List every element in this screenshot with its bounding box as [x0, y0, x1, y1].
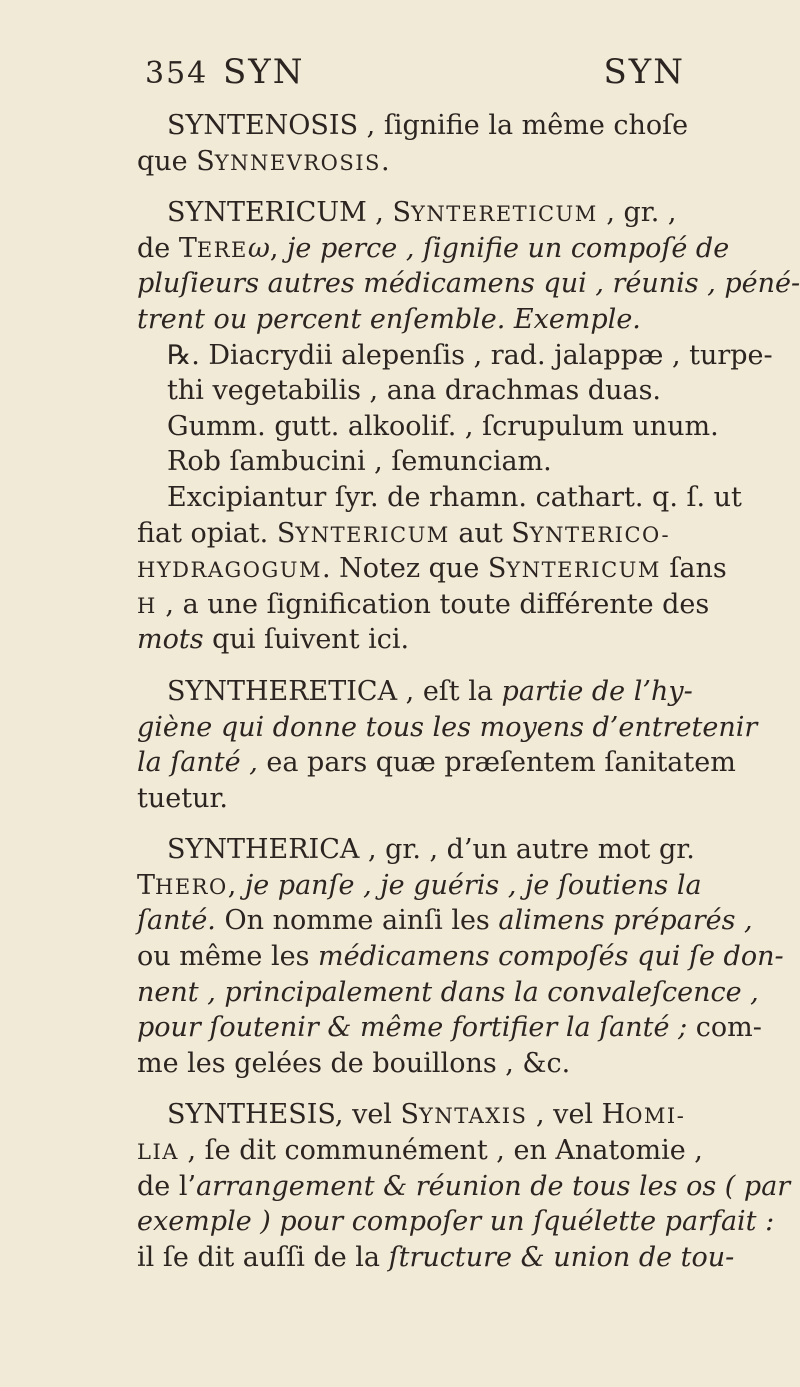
italic-text: trent ou percent enſemble. Exemple. — [137, 303, 641, 335]
small-caps-text: OMI- — [625, 1104, 686, 1129]
text-run: SYNTHESIS, vel S — [167, 1099, 420, 1131]
text-line — [137, 1097, 692, 1133]
text-line — [137, 266, 800, 302]
text-line — [137, 409, 719, 445]
small-caps-text: YNTERETICUM — [410, 202, 598, 227]
text-run: . — [380, 145, 390, 177]
text-run: com- — [687, 1012, 762, 1044]
text-line — [137, 480, 742, 516]
italic-text: ſtructure & union de tou- — [388, 1241, 735, 1273]
italic-text: ω — [247, 232, 270, 264]
text-line — [137, 373, 692, 409]
text-run: , — [269, 232, 288, 264]
small-caps-text: YNTERICUM — [295, 522, 450, 547]
text-run: fiat opiat. S — [137, 517, 296, 549]
small-caps-text: YNTERICO- — [529, 522, 671, 547]
italic-text: médicamens compoſés qui ſe don- — [318, 941, 784, 973]
italic-text: alimens préparés , — [498, 905, 753, 937]
text-line — [137, 674, 692, 710]
small-caps-text: ERE — [196, 237, 248, 262]
text-run: Excipiantur ſyr. de rhamn. cathart. q. ſ. ut — [167, 481, 742, 513]
text-line — [137, 868, 702, 904]
text-run: SYNTHERICA , gr. , d’un autre mot gr. — [167, 834, 695, 866]
text-run: , ſe dit communément , en Anatomie , — [178, 1135, 703, 1167]
text-run: T — [137, 869, 156, 901]
small-caps-text: HYDRAGOGUM — [137, 558, 322, 583]
text-run: , vel H — [527, 1099, 626, 1131]
dictionary-text — [137, 108, 800, 1275]
text-run: que S — [137, 145, 215, 177]
text-line — [137, 1169, 791, 1205]
text-run: SYNTHERETICA , eſt la — [167, 675, 502, 707]
small-caps-text: YNTAXIS — [419, 1104, 528, 1129]
text-run: SYNTERICUM , S — [167, 197, 411, 229]
text-run: SYNTENOSIS , ſignifie la même choſe — [167, 110, 689, 141]
italic-text: partie de l’hy- — [501, 675, 693, 707]
text-run: aut S — [449, 517, 530, 549]
small-caps-text: HERO — [155, 874, 228, 899]
italic-text: je panſe , je guéris , je ſoutiens la — [244, 869, 702, 901]
text-line — [137, 832, 695, 868]
text-line — [137, 338, 773, 374]
small-caps-text: H — [137, 593, 157, 618]
italic-text: nent , principalement dans la convaleſcence , — [137, 976, 759, 1008]
entry-gap — [137, 816, 692, 832]
text-run: ſans — [660, 553, 727, 585]
text-line — [137, 108, 692, 144]
text-line — [137, 587, 710, 623]
text-line — [137, 1240, 735, 1276]
text-run: de l’ — [137, 1170, 197, 1202]
text-run: me les gelées de bouillons , &c. — [137, 1047, 571, 1079]
italic-text: je perce , ſignifie un compoſé de — [287, 232, 730, 264]
small-caps-text: YNNEVROSIS — [214, 150, 381, 175]
text-line — [137, 551, 727, 587]
text-run: On nomme ainſi les — [215, 905, 499, 937]
left-running-head: SYN — [223, 52, 305, 92]
text-run: tuetur. — [137, 782, 228, 814]
text-line — [137, 1046, 692, 1082]
running-header — [145, 52, 685, 102]
page-number: 354 — [145, 56, 209, 91]
italic-text: pluſieurs autres médicamens qui , réunis , péné- — [137, 268, 800, 300]
text-run: thi vegetabilis , ana drachmas duas. — [167, 375, 662, 407]
small-caps-text: YNTERICUM — [506, 558, 661, 583]
text-run: ou même les — [137, 941, 319, 973]
text-run: . Notez que S — [321, 553, 507, 585]
text-line — [137, 516, 692, 552]
text-run: ea pars quæ præſentem ſanitatem — [257, 747, 736, 779]
text-line — [137, 302, 692, 338]
italic-text: pour ſoutenir & même fortifier la ſanté ; — [137, 1012, 688, 1044]
text-run: Gumm. gutt. alkoolif. , ſcrupulum unum. — [167, 410, 719, 442]
right-running-head: SYN — [603, 52, 685, 92]
entry-gap — [137, 179, 692, 195]
text-run: , gr. , — [597, 197, 677, 229]
text-line — [137, 710, 758, 746]
text-line — [137, 195, 692, 231]
text-line — [137, 144, 692, 180]
italic-text: giène qui donne tous les moyens d’entretenir — [137, 711, 758, 743]
text-run: Rob ſambucini , ſemunciam. — [167, 446, 552, 478]
text-run: , — [227, 869, 245, 901]
entry-gap — [137, 1081, 692, 1097]
text-line — [137, 1204, 775, 1240]
text-line — [137, 975, 759, 1011]
small-caps-text: LIA — [137, 1140, 179, 1165]
text-line — [137, 231, 730, 267]
text-line — [137, 939, 784, 975]
italic-text: arrangement & réunion de tous les os ( par — [196, 1170, 791, 1202]
italic-text: mots — [137, 624, 204, 656]
text-run: il ſe dit auſſi de la — [137, 1241, 389, 1273]
text-line — [137, 1010, 762, 1046]
italic-text: ſanté. — [137, 905, 216, 937]
text-run: ℞. Diacrydii alepenſis , rad. jalappæ , turpe- — [167, 339, 773, 371]
text-line — [137, 745, 736, 781]
text-line — [137, 1133, 703, 1169]
text-line — [137, 781, 692, 817]
text-line — [137, 622, 692, 658]
text-line — [137, 903, 753, 939]
entry-gap — [137, 658, 692, 674]
italic-text: la ſanté , — [137, 747, 258, 779]
text-run: qui ſuivent ici. — [203, 624, 410, 656]
text-run: de T — [137, 232, 197, 264]
text-run: , a une ſignification toute différente des — [156, 588, 710, 620]
text-line — [137, 444, 692, 480]
italic-text: exemple ) pour compoſer un ſquélette parfait : — [137, 1206, 775, 1238]
